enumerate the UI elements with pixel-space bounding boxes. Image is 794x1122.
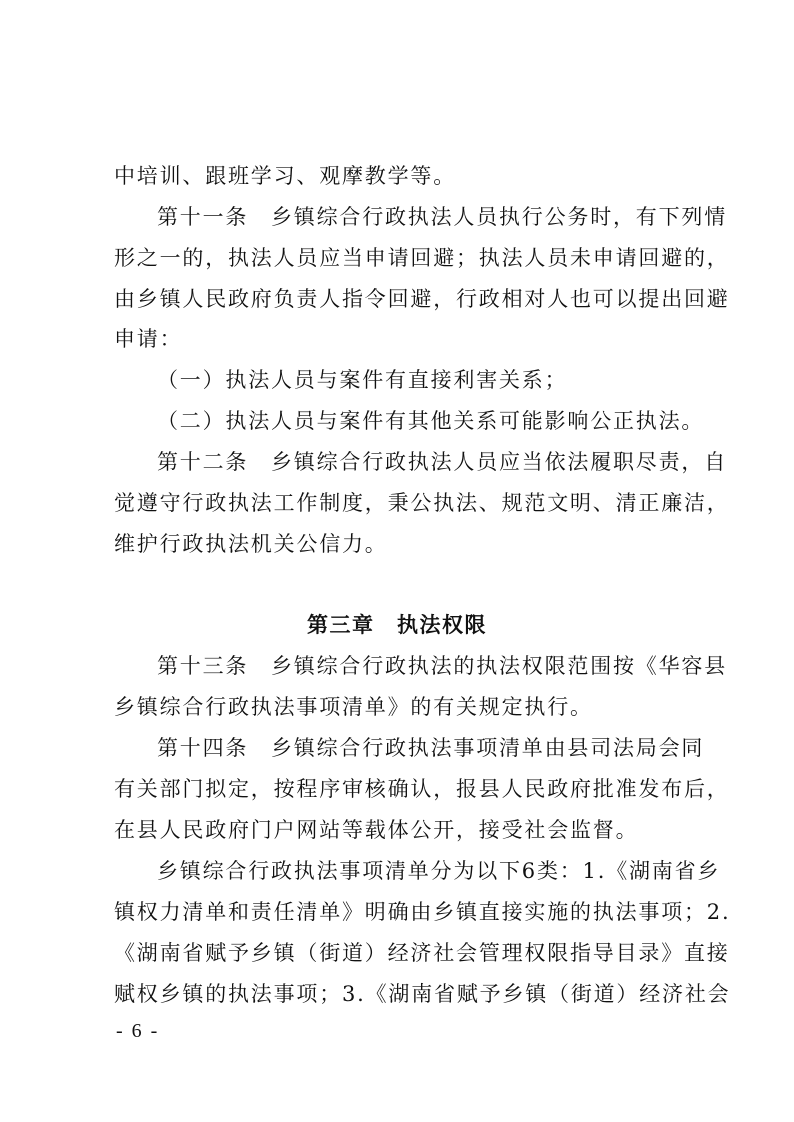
article-13-line: 第十三条 乡镇综合行政执法的执法权限范围按《华容县: [157, 654, 727, 678]
body-line: 镇权力清单和责任清单》明确由乡镇直接实施的执法事项；2.: [114, 900, 731, 924]
list-item-2: （二）执法人员与案件有其他关系可能影响公正执法。: [157, 409, 705, 433]
page-number: - 6 -: [116, 1020, 160, 1042]
chapter-heading: 第三章 执法权限: [307, 613, 487, 637]
article-12-line: 第十二条 乡镇综合行政执法人员应当依法履职尽责，自: [157, 450, 727, 474]
article-14-line: 第十四条 乡镇综合行政执法事项清单由县司法局会同: [157, 736, 705, 760]
paragraph-line: 乡镇综合行政执法事项清单分为以下6类：1.《湖南省乡: [157, 859, 721, 883]
body-line: 赋权乡镇的执法事项；3.《湖南省赋予乡镇（街道）经济社会: [114, 982, 731, 1006]
list-item-1: （一）执法人员与案件有直接利害关系；: [157, 368, 568, 392]
body-line: 有关部门拟定，按程序审核确认，报县人民政府批准发布后，: [114, 777, 730, 801]
body-line: 觉遵守行政执法工作制度，秉公执法、规范文明、清正廉洁，: [114, 491, 730, 515]
body-line: 维护行政执法机关公信力。: [114, 532, 388, 556]
body-line: 由乡镇人民政府负责人指令回避，行政相对人也可以提出回避: [114, 287, 730, 311]
body-line: 中培训、跟班学习、观摩教学等。: [114, 164, 456, 188]
body-line: 在县人民政府门户网站等载体公开，接受社会监督。: [114, 818, 639, 842]
article-11-line: 第十一条 乡镇综合行政执法人员执行公务时，有下列情: [157, 205, 727, 229]
body-line: 申请：: [114, 327, 183, 351]
body-line: 乡镇综合行政执法事项清单》的有关规定执行。: [114, 695, 593, 719]
body-line: 形之一的，执法人员应当申请回避；执法人员未申请回避的，: [114, 246, 730, 270]
body-line: 《湖南省赋予乡镇（街道）经济社会管理权限指导目录》直接: [114, 941, 730, 965]
